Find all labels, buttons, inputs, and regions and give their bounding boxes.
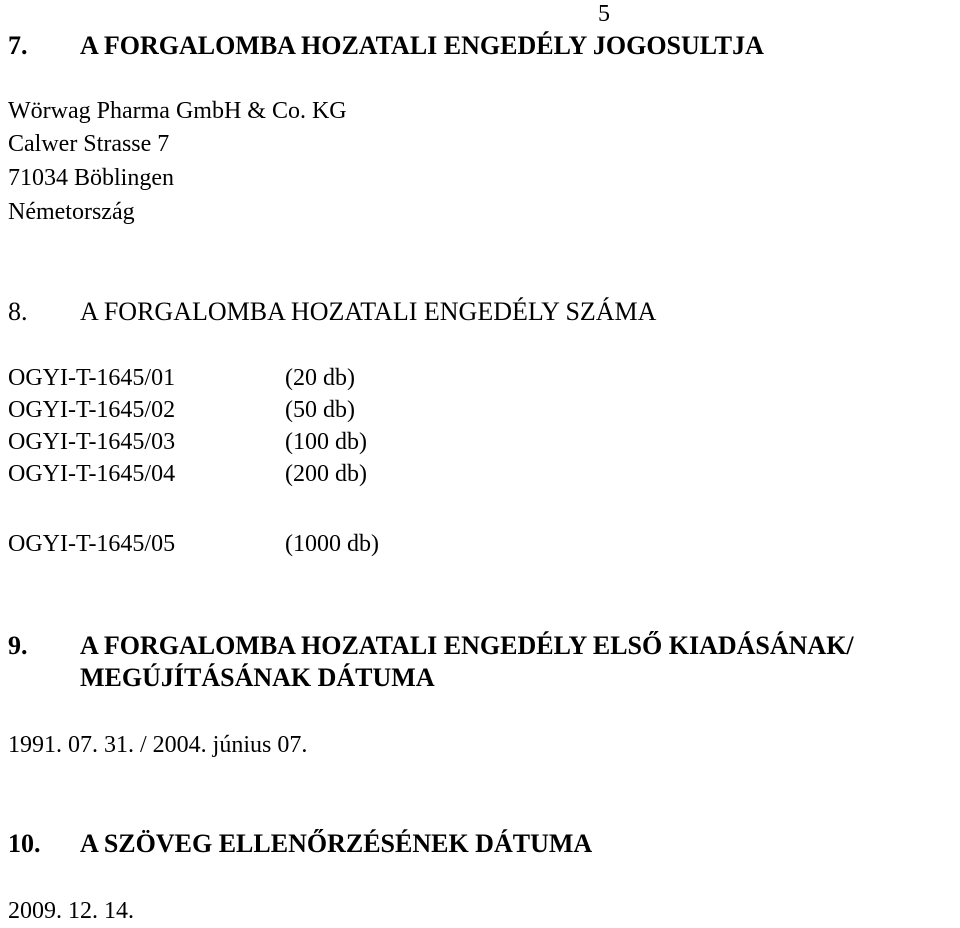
page-number: 5 (598, 1, 610, 27)
registration-quantity: (1000 db) (285, 531, 379, 557)
registration-row (8, 366, 355, 390)
section-10-title: A SZÖVEG ELLENŐRZÉSÉNEK DÁTUMA (80, 829, 593, 858)
registration-row (8, 398, 355, 422)
section-9-heading (8, 630, 854, 694)
holder-street: Calwer Strasse 7 (8, 131, 170, 157)
text-revision-date: 2009. 12. 14. (8, 898, 134, 924)
registration-code: OGYI-T-1645/03 (8, 429, 176, 455)
registration-row (8, 462, 367, 486)
holder-country: Németország (8, 199, 135, 225)
holder-name: Wörwag Pharma GmbH & Co. KG (8, 98, 347, 124)
registration-code: OGYI-T-1645/01 (8, 365, 176, 391)
section-10-number: 10. (8, 829, 41, 858)
registration-code: OGYI-T-1645/05 (8, 531, 176, 557)
registration-quantity: (200 db) (285, 461, 367, 487)
registration-code: OGYI-T-1645/02 (8, 397, 176, 423)
registration-row (8, 430, 367, 454)
section-8-heading (8, 296, 656, 328)
section-7-number: 7. (8, 31, 28, 60)
holder-city: 71034 Böblingen (8, 165, 174, 191)
section-7-title: A FORGALOMBA HOZATALI ENGEDÉLY JOGOSULTJA (80, 31, 764, 60)
registration-row (8, 532, 379, 556)
section-9-title-line-2: MEGÚJÍTÁSÁNAK DÁTUMA (80, 663, 435, 692)
section-8-number: 8. (8, 297, 28, 326)
section-7-heading (8, 30, 764, 62)
registration-code: OGYI-T-1645/04 (8, 461, 176, 487)
section-9-title-line-1: A FORGALOMBA HOZATALI ENGEDÉLY ELSŐ KIADÁSÁNAK/ (80, 631, 854, 660)
registration-quantity: (20 db) (285, 365, 355, 391)
section-8-title: A FORGALOMBA HOZATALI ENGEDÉLY SZÁMA (80, 297, 657, 326)
registration-quantity: (100 db) (285, 429, 367, 455)
registration-quantity: (50 db) (285, 397, 355, 423)
first-authorisation-date: 1991. 07. 31. / 2004. június 07. (8, 732, 308, 758)
section-9-number: 9. (8, 631, 28, 660)
section-10-heading (8, 828, 592, 860)
